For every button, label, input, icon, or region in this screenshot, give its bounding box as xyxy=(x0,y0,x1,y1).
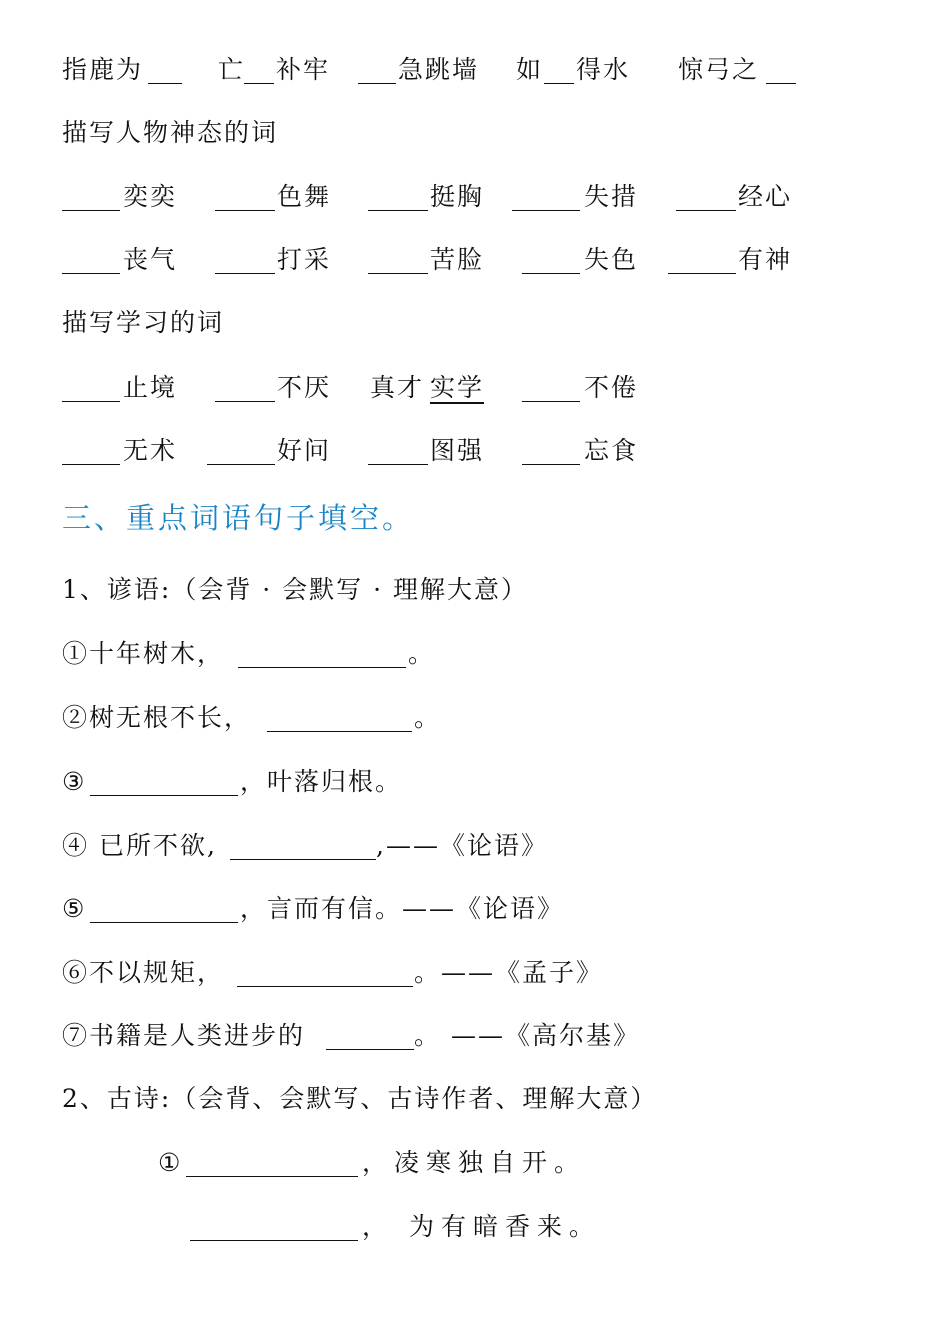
idiom-text: 指鹿为 xyxy=(62,55,144,84)
proverb-text: ②树无根不长， xyxy=(62,703,252,732)
fill-blank[interactable] xyxy=(230,859,376,860)
fill-blank[interactable] xyxy=(215,273,275,274)
fill-blank[interactable] xyxy=(62,401,120,402)
fill-blank[interactable] xyxy=(267,731,412,732)
fill-blank[interactable] xyxy=(62,464,120,465)
poem-text: ，凌寒独自开。 xyxy=(362,1148,587,1177)
section-3-heading: 三、重点词语句子填空。 xyxy=(62,501,415,535)
fill-blank[interactable] xyxy=(668,273,736,274)
word-text: 失措 xyxy=(584,182,639,211)
fill-blank[interactable] xyxy=(544,83,574,84)
word-text: 丧气 xyxy=(123,245,178,274)
proverb-text: ①十年树木， xyxy=(62,639,225,668)
expression-words-title: 描写人物神态的词 xyxy=(62,118,279,147)
fill-blank[interactable] xyxy=(62,273,120,274)
word-text: 苦脸 xyxy=(430,245,485,274)
word-text: 挺胸 xyxy=(430,182,485,211)
fill-blank[interactable] xyxy=(62,210,120,211)
poem-text: ， 为有暗香来。 xyxy=(362,1212,601,1241)
fill-blank[interactable] xyxy=(368,273,428,274)
fill-blank[interactable] xyxy=(148,83,182,84)
idiom-text: 惊弓之 xyxy=(678,55,760,84)
word-text: 不厌 xyxy=(277,373,332,402)
fill-blank[interactable] xyxy=(368,464,428,465)
fill-blank[interactable] xyxy=(368,210,428,211)
fill-blank[interactable] xyxy=(215,210,275,211)
proverb-text: ⑦书籍是人类进步的 xyxy=(62,1021,306,1050)
proverb-text: ⑥不以规矩， xyxy=(62,958,225,987)
word-text: 真才 xyxy=(370,373,425,402)
study-words-title: 描写学习的词 xyxy=(62,308,225,337)
word-text: 打采 xyxy=(277,245,332,274)
fill-blank[interactable] xyxy=(676,210,736,211)
fill-blank[interactable] xyxy=(207,464,275,465)
idiom-text: 急跳墙 xyxy=(398,55,480,84)
proverb-text: ④ 已所不欲, xyxy=(62,831,217,860)
proverb-text: 。 xyxy=(414,703,442,732)
proverb-text: 。 ——《高尔基》 xyxy=(414,1021,640,1050)
word-text: 无术 xyxy=(123,436,178,465)
poem-title: 2、古诗:（会背、会默写、古诗作者、理解大意） xyxy=(62,1084,658,1113)
fill-blank[interactable] xyxy=(190,1240,358,1241)
idiom-text: 如 xyxy=(516,55,544,84)
proverb-title: 1、谚语:（会背 · 会默写 · 理解大意） xyxy=(62,575,529,604)
word-text: 失色 xyxy=(584,245,639,274)
fill-blank[interactable] xyxy=(237,986,413,987)
poem-number: ① xyxy=(158,1148,183,1177)
word-text: 色舞 xyxy=(277,182,332,211)
word-text: 图强 xyxy=(430,436,485,465)
fill-blank[interactable] xyxy=(512,210,580,211)
idiom-text: 亡 xyxy=(218,55,246,84)
idiom-text: 得水 xyxy=(576,55,631,84)
fill-blank[interactable] xyxy=(186,1176,358,1177)
fill-blank[interactable] xyxy=(522,273,580,274)
word-text: 奕奕 xyxy=(123,182,178,211)
fill-blank[interactable] xyxy=(244,83,274,84)
fill-blank[interactable] xyxy=(215,401,275,402)
word-text: 经心 xyxy=(738,182,793,211)
proverb-text: ⑤ xyxy=(62,894,87,923)
word-text: 止境 xyxy=(123,373,178,402)
idiom-text: 补牢 xyxy=(276,55,331,84)
proverb-text: ，叶落归根。 xyxy=(240,767,403,796)
fill-blank[interactable] xyxy=(522,401,580,402)
word-text: 忘食 xyxy=(584,436,639,465)
fill-blank[interactable] xyxy=(358,83,396,84)
proverb-text: ③ xyxy=(62,767,87,796)
proverb-text: 。 xyxy=(408,639,436,668)
fill-blank[interactable] xyxy=(766,83,796,84)
proverb-text: ,——《论语》 xyxy=(376,831,548,860)
word-text: 不倦 xyxy=(584,373,639,402)
proverb-text: 。——《孟子》 xyxy=(414,958,604,987)
fill-blank[interactable] xyxy=(90,922,238,923)
fill-blank[interactable] xyxy=(522,464,580,465)
word-text: 有神 xyxy=(738,245,793,274)
fill-blank[interactable] xyxy=(326,1049,414,1050)
word-text: 好问 xyxy=(277,436,332,465)
fill-blank[interactable] xyxy=(238,667,406,668)
word-text-underlined: 实学 xyxy=(430,373,485,402)
proverb-text: ，言而有信。——《论语》 xyxy=(240,894,565,923)
fill-blank[interactable] xyxy=(90,795,238,796)
